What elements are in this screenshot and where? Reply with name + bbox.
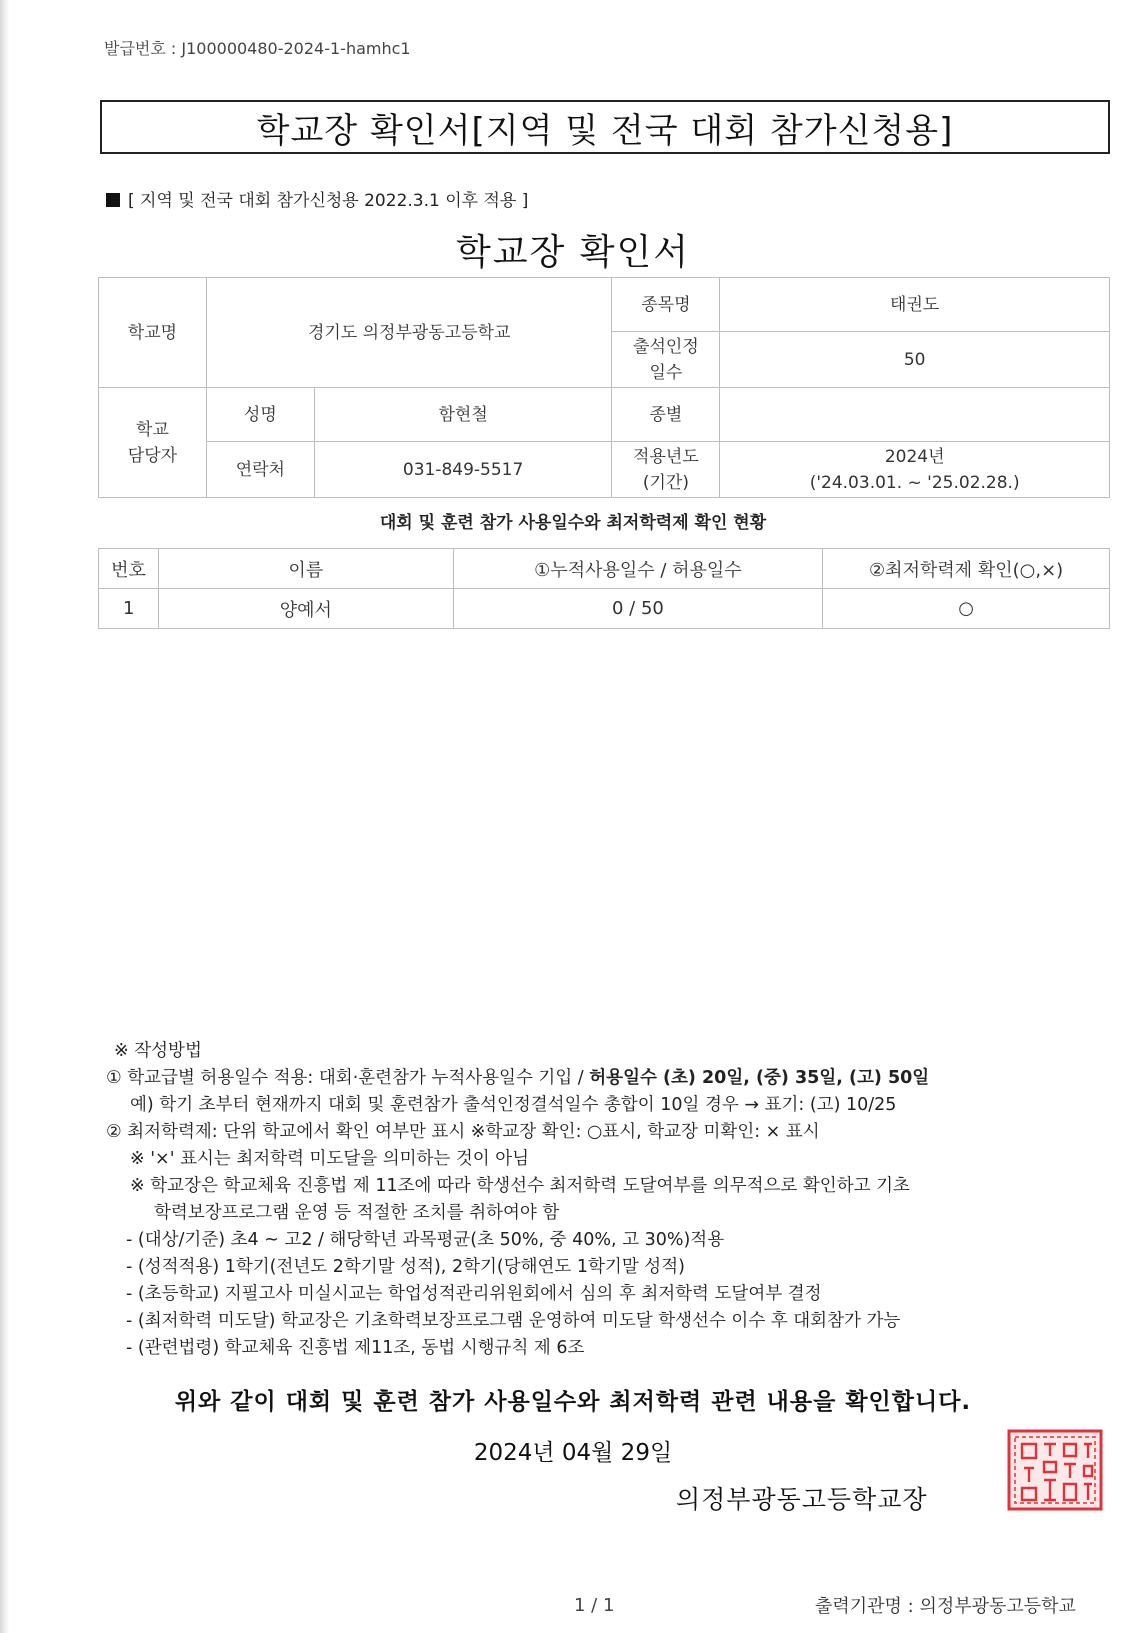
school-name-label: 학교명	[99, 278, 207, 388]
guide-line: - (성적적용) 1학기(전년도 2학기말 성적), 2학기(당해연도 1학기말 성적)	[126, 1257, 685, 1277]
guide-line: - (최저학력 미도달) 학교장은 기초학력보장프로그램 운영하여 미도달 학생선수 이수 후 대회참가 가능	[126, 1311, 901, 1331]
column-header: ①누적사용일수 / 허용일수	[453, 549, 823, 589]
column-header: 번호	[99, 549, 159, 589]
contact-label: 연락처	[206, 442, 314, 498]
table-row	[99, 589, 1110, 629]
status-caption: 대회 및 훈련 참가 사용일수와 최저학력제 확인 현황	[379, 513, 767, 533]
year-label	[612, 442, 720, 498]
category-label: 종별	[612, 388, 720, 442]
name-label: 성명	[206, 388, 314, 442]
guide-line	[106, 1065, 1116, 1092]
column-header: 이름	[158, 549, 453, 589]
manager-label-line2: 담당자	[127, 445, 178, 466]
attendance-days: 50	[720, 332, 1110, 388]
square-bullet-icon	[106, 193, 120, 207]
attendance-label-line2: 일수	[649, 362, 683, 383]
school-info-table	[98, 277, 1110, 498]
issue-date: 2024년 04월 29일	[473, 1440, 673, 1466]
printing-institution: 출력기관명 : 의정부광동고등학교	[815, 1596, 1076, 1617]
manager-label-line1: 학교	[136, 419, 169, 440]
guide-line: ※ 학교장은 학교체육 진흥법 제 11조에 따라 학생선수 최저학력 도달여부를 의무적으로 확인하고 기초	[130, 1176, 910, 1196]
student-name: 양예서	[158, 589, 453, 629]
used-days: 0 / 50	[453, 589, 823, 629]
guide-line: - (초등학교) 지필고사 미실시교는 학업성적관리위원회에서 심의 후 최저학력 도달여부 결정	[126, 1284, 822, 1304]
period-text: ('24.03.01. ~ '25.02.28.)	[809, 472, 1020, 493]
form-title: 학교장 확인서	[455, 232, 691, 273]
applicable-note	[106, 186, 528, 211]
school-name: 경기도 의정부광동고등학교	[206, 278, 612, 388]
category-value	[720, 388, 1110, 442]
contact-value: 031-849-5517	[314, 442, 612, 498]
attendance-label	[612, 332, 720, 388]
guide-line: ※ '×' 표시는 최저학력 미도달을 의미하는 것이 아님	[130, 1149, 530, 1169]
document-title: 학교장 확인서[지역 및 전국 대회 참가신청용]	[100, 100, 1110, 154]
writing-guide	[106, 1038, 1116, 1362]
column-header: ②최저학력제 확인(○,×)	[823, 549, 1110, 589]
event-value: 태권도	[720, 278, 1110, 332]
applicable-note-text: [ 지역 및 전국 대회 참가신청용 2022.3.1 이후 적용 ]	[128, 191, 529, 211]
year-label-line2: (기간)	[642, 472, 689, 493]
guide-line1-text: ① 학교급별 허용일수 적용: 대회·훈련참가 누적사용일수 기입 /	[106, 1068, 590, 1088]
confirmation-statement: 위와 같이 대회 및 훈련 참가 사용일수와 최저학력 관련 내용을 확인합니다.	[174, 1389, 972, 1415]
year-text: 2024년	[884, 446, 945, 467]
minimum-grade-check: ○	[823, 589, 1110, 629]
guide-line: ② 최저학력제: 단위 학교에서 확인 여부만 표시 ※학교장 확인: ○표시, 학교장 미확인: × 표시	[106, 1122, 820, 1142]
manager-name: 함현철	[314, 388, 612, 442]
guide-line: - (대상/기준) 초4 ~ 고2 / 해당학년 과목평균(초 50%, 중 40%, 고 30%)적용	[126, 1230, 725, 1250]
status-table	[98, 548, 1110, 629]
attendance-label-line1: 출석인정	[633, 336, 699, 357]
row-number: 1	[99, 589, 159, 629]
guide-line: - (관련법령) 학교체육 진흥법 제11조, 동법 시행규칙 제 6조	[126, 1338, 585, 1358]
year-label-line1: 적용년도	[633, 446, 699, 467]
year-value	[720, 442, 1110, 498]
guide-line: 학력보장프로그램 운영 등 적절한 조치를 취하여야 함	[154, 1203, 560, 1223]
page-number: 1 / 1	[574, 1595, 615, 1616]
event-label: 종목명	[612, 278, 720, 332]
guide-line1-bold: 허용일수 (초) 20일, (중) 35일, (고) 50일	[589, 1068, 930, 1088]
manager-label	[99, 388, 207, 498]
issue-number: 발급번호 : J100000480-2024-1-hamhc1	[104, 39, 411, 58]
guide-line: 예) 학기 초부터 현재까지 대회 및 훈련참가 출석인정결석일수 총합이 10일 경우 → 표기: (고) 10/25	[130, 1095, 897, 1115]
principal-name: 의정부광동고등학교장	[676, 1485, 928, 1514]
official-seal-icon	[1006, 1428, 1104, 1512]
guide-heading: ※ 작성방법	[114, 1041, 202, 1061]
